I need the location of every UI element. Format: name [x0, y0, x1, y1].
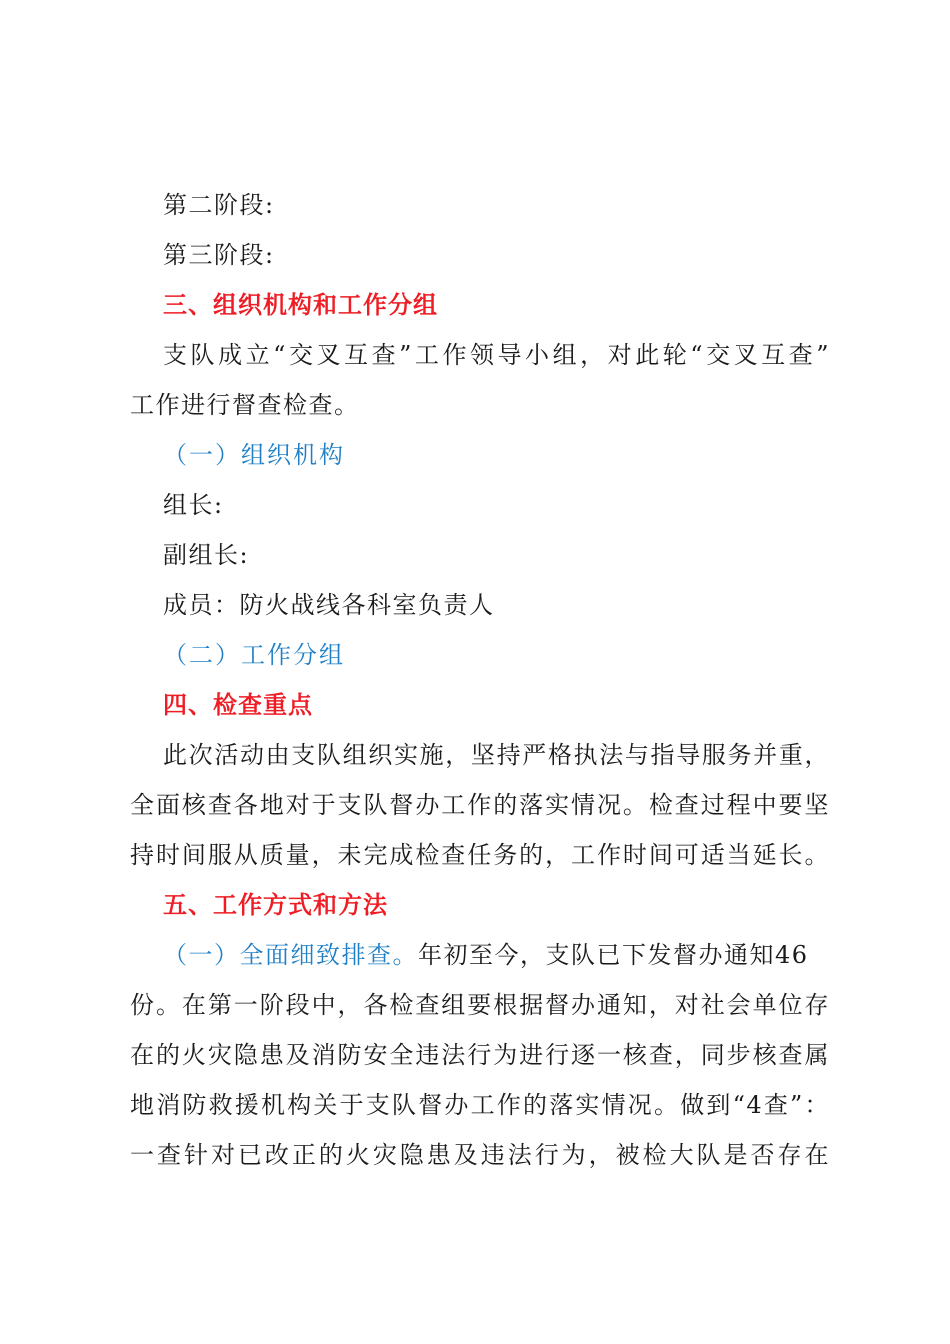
section-5-heading: 五、工作方式和方法	[163, 891, 388, 919]
subsection-grouping-heading: （二）工作分组	[163, 641, 345, 669]
leader-label: 组长:	[163, 491, 224, 519]
section-4-paragraph-line: 此次活动由支队组织实施，坚持严格执法与指导服务并重，	[163, 741, 830, 769]
section-5-paragraph-line: 份。在第一阶段中，各检查组要根据督办通知，对社会单位存	[130, 991, 830, 1019]
stage-2-label: 第二阶段:	[163, 191, 275, 219]
section-4-heading: 四、检查重点	[163, 691, 313, 719]
section-4-paragraph-line: 持时间服从质量，未完成检查任务的，工作时间可适当延长。	[130, 841, 830, 869]
members-line: 成员：防火战线各科室负责人	[163, 591, 495, 619]
section-5-subheading: （一）全面细致排查。	[163, 941, 418, 969]
deputy-leader-label: 副组长:	[163, 541, 250, 569]
section-3-heading: 三、组织机构和工作分组	[163, 291, 438, 319]
section-5-line-text: 年初至今，支队已下发督办通知46	[418, 941, 809, 969]
stage-3-label: 第三阶段:	[163, 241, 275, 269]
section-5-paragraph-line: 在的火灾隐患及消防安全违法行为进行逐一核查，同步核查属	[130, 1041, 830, 1069]
section-5-paragraph-line: 地消防救援机构关于支队督办工作的落实情况。做到“4查”：	[130, 1091, 830, 1119]
section-4-paragraph-line: 全面核查各地对于支队督办工作的落实情况。检查过程中要坚	[130, 791, 830, 819]
section-5-paragraph-line: 一查针对已改正的火灾隐患及违法行为，被检大队是否存在	[130, 1141, 830, 1169]
subsection-organization-heading: （一）组织机构	[163, 441, 345, 469]
section-5-paragraph-line	[163, 940, 830, 970]
section-3-paragraph-line: 工作进行督查检查。	[130, 391, 360, 419]
section-3-paragraph-line: 支队成立“交叉互查”工作领导小组，对此轮“交叉互查”	[163, 341, 830, 369]
